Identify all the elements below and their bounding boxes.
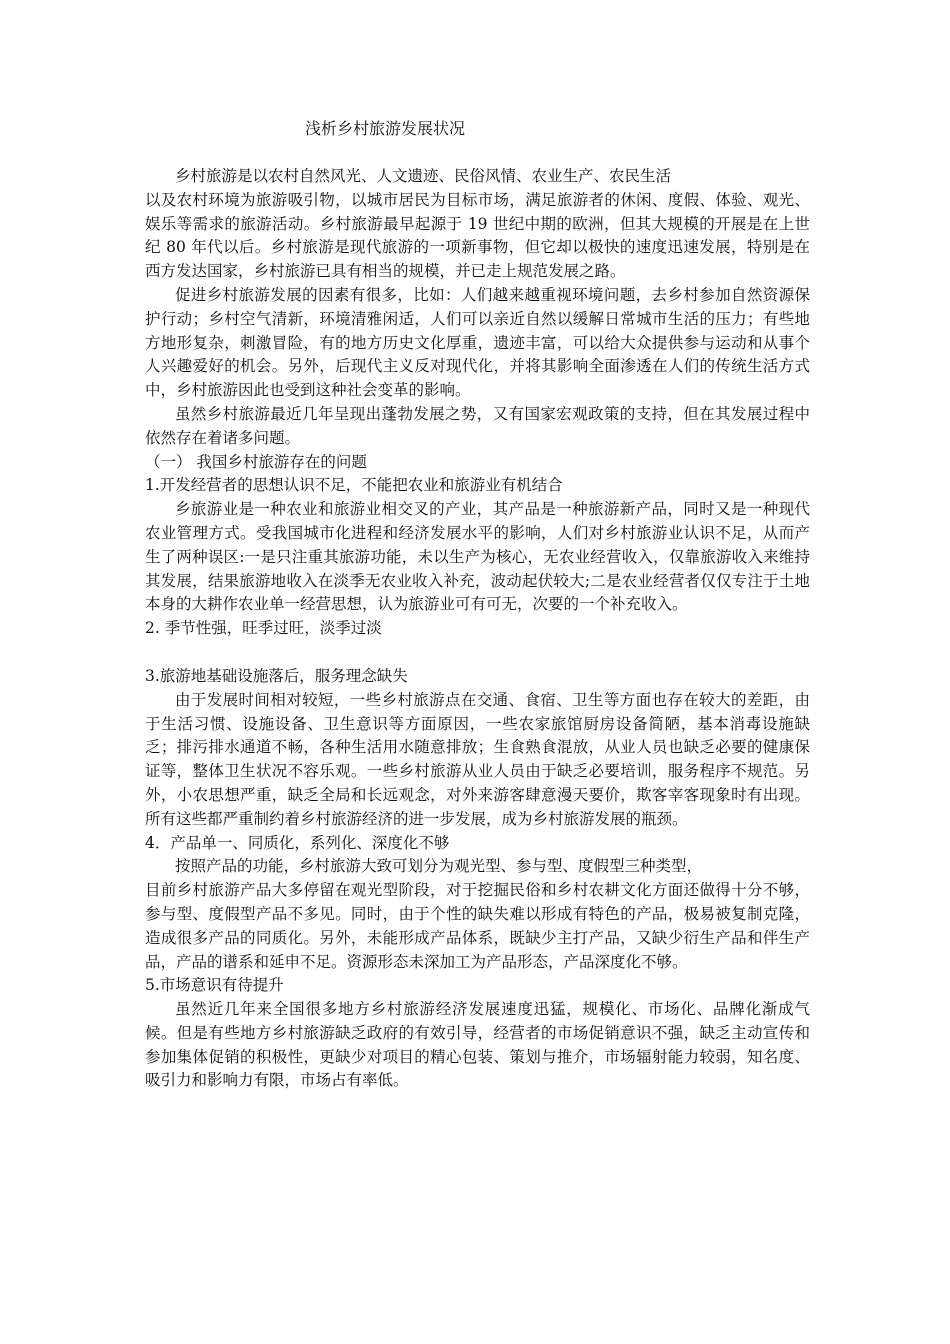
factors-paragraph: 促进乡村旅游发展的因素有很多，比如：人们越来越重视环境问题，去乡村参加自然资源保护行动；乡村空气清新，环境清雅闲适，人们可以亲近自然以缓解日常城市生活的压力；有些地方地形复杂，刺激冒险，有的地方历史文化厚重，遗迹丰富，可以给大众提供参与运动和从事个人兴趣爱好的机会。另外，后现代主义反对现代化，并将其影响全面渗透在人们的传统生活方式中，乡村旅游因此也受到这种社会变革的影响。 <box>145 285 810 400</box>
intro-first-line: 乡村旅游是以农村自然风光、人文遗迹、民俗风情、农业生产、农民生活 <box>175 167 672 185</box>
problem-4-paragraph: 目前乡村旅游产品大多停留在观光型阶段，对于挖掘民俗和乡村农耕文化方面还做得十分不够，参与型、度假型产品不多见。同时，由于个性的缺失难以形成有特色的产品，极易被复制克隆，造成很多产品的同质化。另外，未能形成产品体系，既缺少主打产品，又缺少衍生产品和伴生产品，产品的谱系和延申不足。资源形态未深加工为产品形态，产品深度化不够。 <box>145 881 810 971</box>
problem-4-first-line: 按照产品的功能，乡村旅游大致可划分为观光型、参与型、度假型三种类型， <box>175 857 703 876</box>
intro-paragraph: 以及农村环境为旅游吸引物，以城市居民为目标市场，满足旅游者的休闲、度假、体验、观光、娱乐等需求的旅游活动。乡村旅游最早起源于 19 世纪中期的欧洲，但其大规模的开展是在上世纪 80 年代以后。乡村旅游是现代旅游的一项新事物，但它却以极快的速度迅速发展，特别是在西方发达国家，乡村旅游已具有相当的规模，并已走上规范发展之路。 <box>145 190 810 281</box>
blank-line <box>145 641 810 665</box>
problem-3-heading: 3.旅游地基础设施落后，服务理念缺失 <box>145 666 408 685</box>
problem-1-heading: 1.开发经营者的思想认识不足，不能把农业和旅游业有机结合 <box>145 476 563 495</box>
section-heading: （一） 我国乡村旅游存在的问题 <box>145 452 367 471</box>
problem-5-paragraph: 虽然近几年来全国很多地方乡村旅游经济发展速度迅猛，规模化、市场化、品牌化渐成气候。但是有些地方乡村旅游缺乏政府的有效引导，经营者的市场促销意识不强，缺乏主动宣传和参加集体促销的积极性，更缺少对项目的精心包装、策划与推介，市场辐射能力较弱，知名度、吸引力和影响力有限，市场占有率低。 <box>145 1000 810 1090</box>
problem-1-paragraph: 乡旅游业是一种农业和旅游业相交叉的产业，其产品是一种旅游新产品，同时又是一种现代农业管理方式。受我国城市化进程和经济发展水平的影响，人们对乡村旅游业认识不足，从而产生了两种误区:一是只注重其旅游功能，未以生产为核心，无农业经营收入，仅靠旅游收入来维持其发展，结果旅游地收入在淡季无农业收入补充，波动起伏较大;二是农业经营者仅仅专注于土地本身的大耕作农业单一经营思想，认为旅游业可有可无，次要的一个补充收入。 <box>145 500 810 614</box>
document-body <box>145 165 810 1093</box>
problem-4-heading: 4．产品单一、同质化，系列化、深度化不够 <box>145 833 450 852</box>
document-title: 浅析乡村旅游发展状况 <box>305 119 466 138</box>
problem-3-paragraph: 由于发展时间相对较短，一些乡村旅游点在交通、食宿、卫生等方面也存在较大的差距，由于生活习惯、设施设备、卫生意识等方面原因，一些农家旅馆厨房设备简陋，基本消毒设施缺乏；排污排水通道不畅，各种生活用水随意排放；生食熟食混放，从业人员也缺乏必要的健康保证等，整体卫生状况不容乐观。一些乡村旅游从业人员由于缺乏必要培训，服务程序不规范。另外，小农思想严重，缺乏全局和长远观念，对外来游客肆意漫天要价，欺客宰客现象时有出现。所有这些都严重制约着乡村旅游经济的进一步发展，成为乡村旅游发展的瓶颈。 <box>145 690 810 828</box>
problems-intro-paragraph: 虽然乡村旅游最近几年呈现出蓬勃发展之势，又有国家宏观政策的支持，但在其发展过程中依然存在着诸多问题。 <box>145 404 810 447</box>
problem-5-heading: 5.市场意识有待提升 <box>145 976 284 995</box>
problem-2-heading: 2. 季节性强，旺季过旺，淡季过淡 <box>145 619 382 638</box>
